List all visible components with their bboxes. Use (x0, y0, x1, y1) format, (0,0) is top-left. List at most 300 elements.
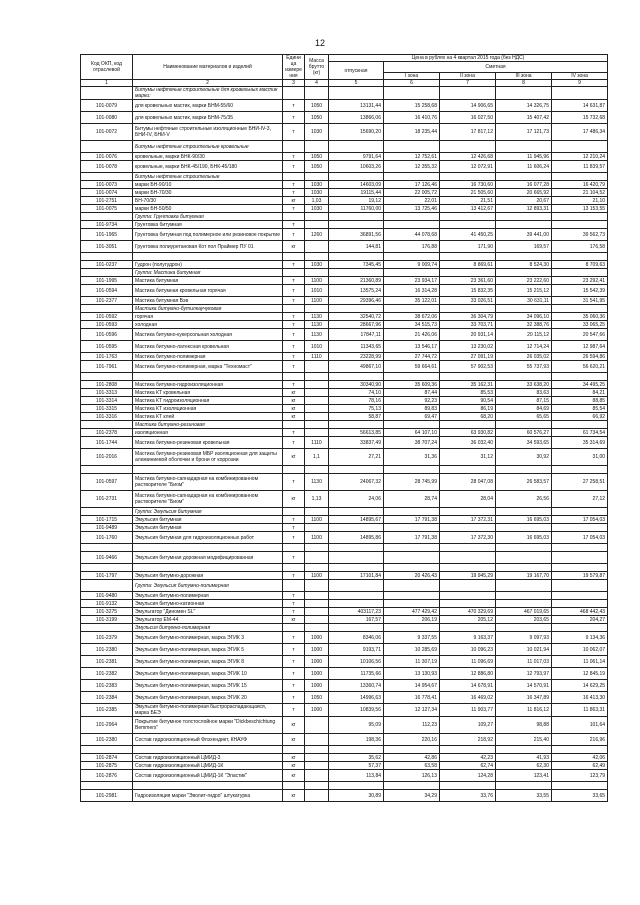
mass-cell: 1100 (305, 277, 329, 285)
price-otpusk: 14996,63 (329, 692, 384, 704)
price-zone-2: 33,76 (440, 790, 496, 802)
price-zone-4: 204,27 (552, 616, 608, 624)
price-zone-3 (496, 173, 552, 181)
unit-cell (283, 746, 305, 754)
mass-cell (305, 508, 329, 516)
price-zone-1: 92,23 (384, 397, 440, 405)
price-zone-1 (384, 141, 440, 153)
mass-cell: 1030 (305, 124, 329, 141)
mass-cell (305, 397, 329, 405)
price-otpusk (329, 600, 384, 608)
price-zone-1 (384, 782, 440, 790)
price-otpusk: 13575,24 (329, 285, 384, 297)
price-zone-3: 55 737,93 (496, 361, 552, 373)
price-otpusk (329, 524, 384, 532)
mass-cell: 1130 (305, 474, 329, 491)
price-zone-1: 16 314,28 (384, 285, 440, 297)
price-zone-1: 27 744,72 (384, 353, 440, 361)
unit-cell: т (283, 437, 305, 449)
table-row (81, 413, 608, 421)
price-zone-2: 23 361,60 (440, 277, 496, 285)
price-zone-2: 33 703,71 (440, 321, 496, 329)
unit-cell: т (283, 608, 305, 616)
price-zone-3: 16 695,03 (496, 532, 552, 544)
product-name: Мастика битумно-полимерная (133, 353, 283, 361)
price-otpusk: 33837,49 (329, 437, 384, 449)
unit-cell: т (283, 285, 305, 297)
price-otpusk: 10603,26 (329, 161, 384, 173)
mass-cell: 1,13 (305, 491, 329, 508)
price-zone-3 (496, 421, 552, 429)
header-mass: Масса брутто (кг) (305, 55, 329, 80)
col-number: 9 (552, 80, 608, 87)
product-name: Битумы нефтяные строительные (133, 173, 283, 181)
unit-cell: т (283, 181, 305, 189)
price-zone-4: 9 134,36 (552, 632, 608, 644)
table-header (81, 55, 608, 87)
table-row (81, 205, 608, 213)
table-row (81, 141, 608, 153)
unit-cell: т (283, 572, 305, 580)
price-zone-2: 14 678,91 (440, 680, 496, 692)
price-zone-3: 34 593,65 (496, 437, 552, 449)
mass-cell (305, 544, 329, 552)
product-name: Мастика КТ клей (133, 413, 283, 421)
product-name: Мастика битумно-бутилкаучуковая (133, 305, 283, 313)
product-code (81, 580, 133, 592)
product-name: изоляционная (133, 429, 283, 437)
price-zone-2 (440, 141, 496, 153)
mass-cell: 1,1 (305, 449, 329, 466)
product-code: 101-2379 (81, 632, 133, 644)
product-code: 101-3051 (81, 241, 133, 253)
price-zone-2 (440, 746, 496, 754)
price-zone-4 (552, 564, 608, 572)
product-name: Покрытие битумное толстослойное марки "Dickbeschichtung Bemmers" (133, 717, 283, 734)
mass-cell (305, 173, 329, 181)
price-zone-2: 27 091,19 (440, 353, 496, 361)
product-name: Эмульсия битумно-катионная (133, 600, 283, 608)
product-name: горячая (133, 313, 283, 321)
product-code (81, 508, 133, 516)
price-otpusk: 56613,85 (329, 429, 384, 437)
price-otpusk (329, 508, 384, 516)
mass-cell (305, 381, 329, 389)
product-code: 101-2385 (81, 704, 133, 717)
price-zone-2: 16 730,60 (440, 181, 496, 189)
product-name: Эмульсия битумная для гидроизоляционных работ (133, 532, 283, 544)
price-zone-3: 32 388,76 (496, 321, 552, 329)
unit-cell: кг (283, 413, 305, 421)
price-zone-3: 11 606,24 (496, 161, 552, 173)
product-code: 101-0073 (81, 181, 133, 189)
product-code: 101-0237 (81, 261, 133, 269)
price-zone-3: 9 097,93 (496, 632, 552, 644)
header-zone-3: III зона (496, 73, 552, 80)
price-zone-2: 36 304,79 (440, 313, 496, 321)
mass-cell (305, 269, 329, 277)
table-row (81, 608, 608, 616)
price-zone-1: 112,23 (384, 717, 440, 734)
table-row (81, 253, 608, 261)
price-zone-4: 17 054,03 (552, 532, 608, 544)
product-name: Эмульсия битумно-полимерная, марка ЭГИК 15 (133, 680, 283, 692)
price-zone-4: 19 579,87 (552, 572, 608, 580)
table-row (81, 552, 608, 564)
price-zone-2: 31,12 (440, 449, 496, 466)
mass-cell (305, 770, 329, 782)
unit-cell (283, 421, 305, 429)
price-zone-4 (552, 508, 608, 516)
price-zone-1: 20 426,43 (384, 572, 440, 580)
price-zone-3 (496, 253, 552, 261)
unit-cell (283, 564, 305, 572)
product-name: Эмульсия битумно-полимерная быстрораспадающаяся, марка БЕЭ (133, 704, 283, 717)
price-zone-2 (440, 782, 496, 790)
product-code: 101-2751 (81, 197, 133, 205)
price-otpusk: 14603,09 (329, 181, 384, 189)
price-zone-2 (440, 508, 496, 516)
mass-cell (305, 141, 329, 153)
price-zone-3: 30 631,11 (496, 297, 552, 305)
price-zone-2: 14 906,65 (440, 100, 496, 112)
price-otpusk: 11735,66 (329, 668, 384, 680)
price-zone-1: 9 337,55 (384, 632, 440, 644)
price-zone-3: 30,92 (496, 449, 552, 466)
product-code: 101-2876 (81, 770, 133, 782)
price-otpusk (329, 552, 384, 564)
price-zone-4: 20 547,66 (552, 329, 608, 341)
price-zone-1 (384, 221, 440, 229)
unit-cell (283, 544, 305, 552)
product-name: Мастика битумно-резиновая МБР изоляционная для защиты алюминиевой оболочки и брони от коррозии (133, 449, 283, 466)
table-row (81, 405, 608, 413)
product-name: Мастика КТ кровельная (133, 389, 283, 397)
table-row (81, 762, 608, 770)
price-zone-1 (384, 564, 440, 572)
table-row (81, 313, 608, 321)
table-row (81, 491, 608, 508)
col-number: 3 (283, 80, 305, 87)
price-otpusk: 30,89 (329, 790, 384, 802)
price-zone-2: 21,51 (440, 197, 496, 205)
price-otpusk: 403117,23 (329, 608, 384, 616)
unit-cell: т (283, 474, 305, 491)
unit-cell: кг (283, 762, 305, 770)
product-name: марки БН-90/10 (133, 181, 283, 189)
price-zone-2: 12 072,91 (440, 161, 496, 173)
price-zone-4 (552, 524, 608, 532)
price-zone-2 (440, 213, 496, 221)
price-zone-1: 28 745,99 (384, 474, 440, 491)
unit-cell: т (283, 704, 305, 717)
product-name: Эмульсия битумно-полимерная, марка ЭГИК 3 (133, 632, 283, 644)
unit-cell: кг (283, 616, 305, 624)
price-zone-4: 84,21 (552, 389, 608, 397)
unit-cell: т (283, 656, 305, 668)
product-code: 101-2981 (81, 790, 133, 802)
price-otpusk: 11760,00 (329, 205, 384, 213)
price-zone-3: 14 570,91 (496, 680, 552, 692)
price-otpusk: 35,62 (329, 754, 384, 762)
product-code (81, 269, 133, 277)
price-zone-4 (552, 305, 608, 313)
price-zone-3 (496, 544, 552, 552)
price-otpusk (329, 173, 384, 181)
price-zone-3: 11 017,03 (496, 656, 552, 668)
price-zone-4: 56 620,21 (552, 361, 608, 373)
unit-cell: т (283, 313, 305, 321)
price-zone-1: 69,47 (384, 413, 440, 421)
table-row (81, 181, 608, 189)
product-name: Грунтовка битумная под полимерное или резиновое покрытие (133, 229, 283, 241)
product-code (81, 544, 133, 552)
price-zone-2 (440, 466, 496, 474)
unit-cell: т (283, 329, 305, 341)
unit-cell: т (283, 341, 305, 353)
mass-cell (305, 616, 329, 624)
product-code: 101-1760 (81, 532, 133, 544)
price-otpusk: 198,36 (329, 734, 384, 746)
mass-cell: 1,03 (305, 197, 329, 205)
price-otpusk: 74,10 (329, 389, 384, 397)
table-row (81, 373, 608, 381)
product-name: для кровельных мастик, марки БНМ-55/60 (133, 100, 283, 112)
mass-cell (305, 564, 329, 572)
price-zone-3 (496, 592, 552, 600)
unit-cell (283, 173, 305, 181)
mass-cell: 1100 (305, 532, 329, 544)
product-code: 101-3314 (81, 397, 133, 405)
table-row (81, 717, 608, 734)
price-zone-3: 41,93 (496, 754, 552, 762)
price-otpusk (329, 269, 384, 277)
product-name: Грунтовка битумная (133, 221, 283, 229)
mass-cell: 1130 (305, 321, 329, 329)
price-zone-3: 20 665,92 (496, 189, 552, 197)
product-code: 101-2874 (81, 754, 133, 762)
price-zone-4: 10 062,07 (552, 644, 608, 656)
mass-cell: 1050 (305, 153, 329, 161)
mass-cell (305, 524, 329, 532)
product-name: Эмульсия битумная (133, 516, 283, 524)
mass-cell: 1050 (305, 112, 329, 124)
product-code: 101-2731 (81, 491, 133, 508)
product-name: Состав гидроизоляционный ЦМИД-1К "Эластик" (133, 770, 283, 782)
price-zone-4 (552, 213, 608, 221)
header-zone-4: IV зона (552, 73, 608, 80)
header-smetnaya: Сметная (384, 62, 608, 73)
unit-cell: т (283, 668, 305, 680)
price-zone-2 (440, 600, 496, 608)
unit-cell (283, 373, 305, 381)
price-zone-4: 12 845,19 (552, 668, 608, 680)
col-number: 4 (305, 80, 329, 87)
price-otpusk (329, 544, 384, 552)
price-zone-1: 477 429,42 (384, 608, 440, 616)
price-zone-3 (496, 580, 552, 592)
price-otpusk: 49867,10 (329, 361, 384, 373)
price-otpusk: 14895,86 (329, 532, 384, 544)
price-zone-2: 9 163,37 (440, 632, 496, 644)
product-code: 101-3313 (81, 389, 133, 397)
mass-cell: 1100 (305, 516, 329, 524)
product-name (133, 373, 283, 381)
price-otpusk: 10839,56 (329, 704, 384, 717)
mass-cell: 1010 (305, 285, 329, 297)
table-row (81, 616, 608, 624)
unit-cell (283, 580, 305, 592)
price-zone-4: 16 413,30 (552, 692, 608, 704)
mass-cell: 1100 (305, 572, 329, 580)
product-name: Мастика битумно-полимерная, марка "Техномаст" (133, 361, 283, 373)
price-zone-4 (552, 373, 608, 381)
price-otpusk (329, 421, 384, 429)
price-zone-3 (496, 782, 552, 790)
price-zone-2: 124,28 (440, 770, 496, 782)
price-zone-1: 13 725,46 (384, 205, 440, 213)
mass-cell (305, 592, 329, 600)
mass-cell: 1130 (305, 313, 329, 321)
price-zone-2 (440, 624, 496, 632)
price-zone-2: 68,20 (440, 413, 496, 421)
unit-cell (283, 466, 305, 474)
table-row (81, 770, 608, 782)
price-zone-2: 33 026,51 (440, 297, 496, 305)
mass-cell (305, 429, 329, 437)
table-row (81, 197, 608, 205)
product-name: Мастика КТ изоляционная (133, 405, 283, 413)
page-number: 12 (314, 38, 325, 48)
product-name: Мастика битумно-кукерсольная холодная (133, 329, 283, 341)
price-zone-2 (440, 592, 496, 600)
product-code (81, 213, 133, 221)
price-zone-3: 8 524,30 (496, 261, 552, 269)
table-row (81, 421, 608, 429)
table-row (81, 277, 608, 285)
price-zone-3: 33,55 (496, 790, 552, 802)
product-name: Эмульсия битумно-полимерная (133, 592, 283, 600)
price-zone-1: 15 258,68 (384, 100, 440, 112)
product-name: Состав гидроизоляционный ЦМИД-1К (133, 762, 283, 770)
product-name: кровельные, марки БНК-45/190, БНК-45/180 (133, 161, 283, 173)
table-row (81, 782, 608, 790)
product-code: 101-0079 (81, 100, 133, 112)
mass-cell: 1030 (305, 205, 329, 213)
product-code: 101-0072 (81, 124, 133, 141)
price-zone-1: 23 934,17 (384, 277, 440, 285)
price-zone-2: 19 945,29 (440, 572, 496, 580)
product-code: 101-0592 (81, 313, 133, 321)
price-zone-2: 20 931,14 (440, 329, 496, 341)
product-name: Мастика битумно-гидроизоляционная (133, 381, 283, 389)
price-otpusk: 13360,74 (329, 680, 384, 692)
product-code: 101-1715 (81, 516, 133, 524)
price-zone-2: 11 096,69 (440, 656, 496, 668)
price-otpusk (329, 782, 384, 790)
price-zone-3: 65,65 (496, 413, 552, 421)
price-zone-1: 38 707,24 (384, 437, 440, 449)
mass-cell (305, 734, 329, 746)
unit-cell: т (283, 381, 305, 389)
table-row (81, 389, 608, 397)
price-zone-2: 13 412,67 (440, 205, 496, 213)
price-zone-3 (496, 305, 552, 313)
mass-cell (305, 754, 329, 762)
product-code (81, 87, 133, 100)
unit-cell (283, 782, 305, 790)
table-row (81, 680, 608, 692)
product-code: 101-9480 (81, 592, 133, 600)
unit-cell: кг (283, 770, 305, 782)
product-name: Группа: Грунтовка битумная (133, 213, 283, 221)
price-otpusk: 36891,56 (329, 229, 384, 241)
price-zone-3: 34 096,10 (496, 313, 552, 321)
header-price-group: Цена в рублях на 4 квартал 2015 года (без НДС) (329, 55, 608, 62)
product-name: Группа: Эмульсия битумная (133, 508, 283, 516)
price-zone-4: 27,12 (552, 491, 608, 508)
product-name: Эмульсия битумная дорожная модифицированная (133, 552, 283, 564)
price-zone-1: 17 791,38 (384, 532, 440, 544)
table-row (81, 161, 608, 173)
price-zone-1: 38 672,06 (384, 313, 440, 321)
mass-cell (305, 746, 329, 754)
product-code: 101-3315 (81, 405, 133, 413)
price-zone-3 (496, 141, 552, 153)
table-body (81, 87, 608, 802)
product-code (81, 305, 133, 313)
unit-cell: т (283, 229, 305, 241)
price-zone-4: 123,79 (552, 770, 608, 782)
price-zone-3: 26,56 (496, 491, 552, 508)
price-zone-3: 14 326,75 (496, 100, 552, 112)
product-code: 101-0080 (81, 112, 133, 124)
price-zone-4: 11 863,31 (552, 704, 608, 717)
product-name: Грунтовка полиуретановая Кот пол Праймер ПУ 01 (133, 241, 283, 253)
mass-cell (305, 552, 329, 564)
table-row (81, 790, 608, 802)
price-zone-4 (552, 544, 608, 552)
price-zone-1 (384, 552, 440, 564)
price-zone-2: 36 032,40 (440, 437, 496, 449)
mass-cell: 1050 (305, 692, 329, 704)
price-zone-1: 12 752,61 (384, 153, 440, 161)
price-zone-1: 14 954,67 (384, 680, 440, 692)
price-otpusk (329, 592, 384, 600)
price-zone-1: 59 664,61 (384, 361, 440, 373)
product-name: для кровельных мастик, марки БНМ-75/35 (133, 112, 283, 124)
price-otpusk: 75,13 (329, 405, 384, 413)
product-code: 101-3275 (81, 608, 133, 616)
price-zone-2: 28,04 (440, 491, 496, 508)
unit-cell (283, 87, 305, 100)
price-zone-3: 203,65 (496, 616, 552, 624)
price-zone-1 (384, 87, 440, 100)
product-code: 101-0595 (81, 341, 133, 353)
price-zone-3: 83,63 (496, 389, 552, 397)
price-otpusk (329, 624, 384, 632)
mass-cell: 1000 (305, 656, 329, 668)
price-zone-3: 15 407,42 (496, 112, 552, 124)
price-zone-2: 218,92 (440, 734, 496, 746)
mass-cell: 1050 (305, 100, 329, 112)
price-zone-1: 220,16 (384, 734, 440, 746)
header-unit: Едини ца измере ния (283, 55, 305, 80)
price-otpusk (329, 213, 384, 221)
mass-cell: 1130 (305, 329, 329, 341)
price-otpusk (329, 305, 384, 313)
price-zone-4 (552, 269, 608, 277)
